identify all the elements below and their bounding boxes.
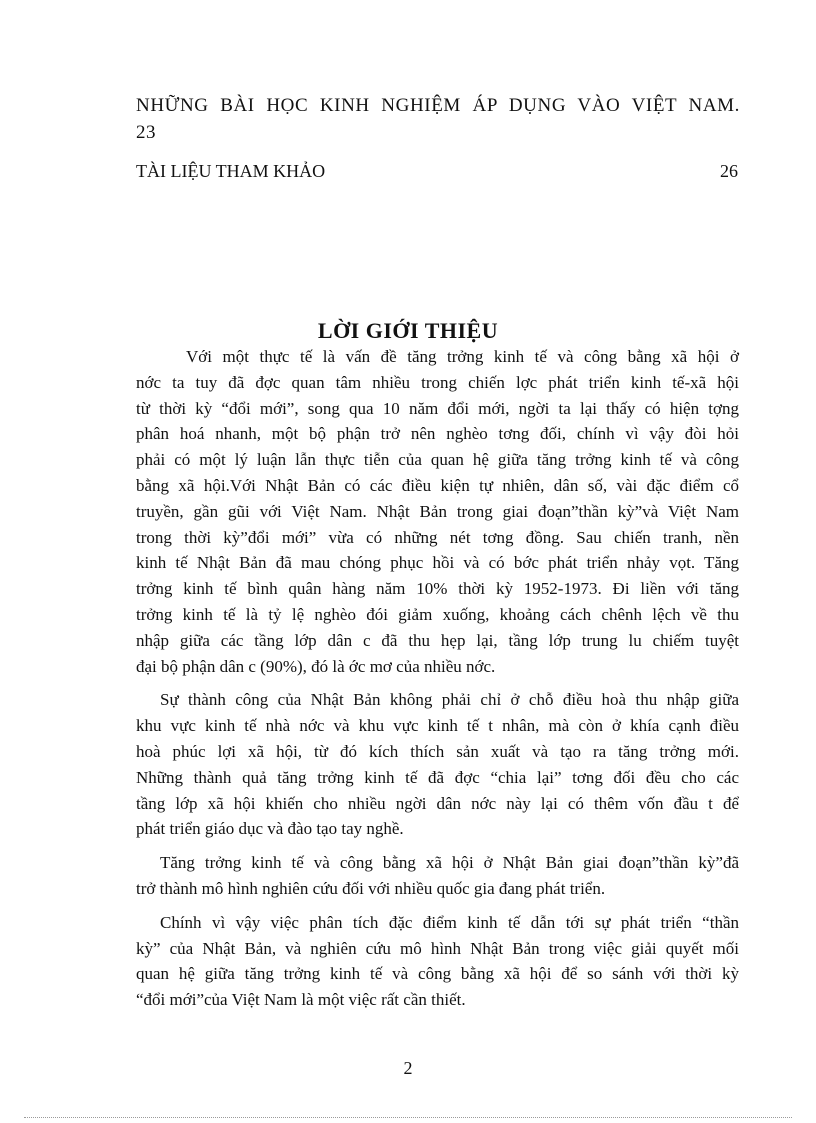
toc-entry-references-page: 26	[720, 161, 738, 181]
body-line: phân hoá nhanh, một bộ phận trở nên nghèo tơng đối, chính vì vậy đòi hỏi	[136, 424, 739, 444]
body-line: trở thành mô hình nghiên cứu đối với nhiều quốc gia đang phát triển.	[136, 878, 606, 898]
toc-entry-references-title: TÀI LIỆU THAM KHẢO	[136, 161, 326, 181]
body-line: tầng lớp xã hội khiến cho nhiều ngời dân nớc này lại có thêm vốn đầu t để	[136, 793, 739, 813]
footer-divider	[24, 1117, 792, 1118]
section-heading: LỜI GIỚI THIỆU	[317, 318, 499, 343]
body-line: kỳ” của Nhật Bản, và nghiên cứu mô hình Nhật Bản trong việc giải quyết mối	[136, 938, 739, 958]
body-line: quan hệ giữa tăng trởng kinh tế và công bằng xã hội để so sánh với thời kỳ	[136, 964, 739, 984]
body-line: nớc ta tuy đã đợc quan tâm nhiều trong chiến lợc phát triển kinh tế-xã hội	[136, 372, 739, 392]
body-line: bằng xã hội.Với Nhật Bản có các điều kiện tự nhiên, dân số, vài đặc điểm cổ	[136, 475, 739, 495]
body-line: trởng kinh tế là tỷ lệ nghèo đói giảm xuống, khoảng cách chênh lệch về thu	[136, 604, 739, 624]
body-line: Sự thành công của Nhật Bản không phải chỉ ở chỗ điều hoà thu nhập giữa	[160, 690, 739, 710]
body-line: Những thành quả tăng trởng kinh tế đã đợc “chia lại” tơng đối đều cho các	[136, 767, 739, 787]
body-line: kinh tế Nhật Bản đã mau chóng phục hồi và có bớc phát triển nhảy vọt. Tăng	[136, 553, 739, 573]
body-line: phải có một lý luận lẫn thực tiễn của quan hệ giữa tăng trởng kinh tế và công	[136, 450, 739, 470]
body-line: trong thời kỳ”đổi mới” vừa có những nét tơng đồng. Sau chiến tranh, nền	[136, 527, 739, 547]
body-line: từ thời kỳ “đổi mới”, song qua 10 năm đổi mới, ngời ta lại thấy có hiện tợng	[136, 398, 739, 418]
body-line: truyền, gần gũi với Việt Nam. Nhật Bản trong giai đoạn”thần kỳ”và Việt Nam	[136, 501, 739, 521]
body-line: “đổi mới”của Việt Nam là một việc rất cần thiết.	[136, 990, 466, 1010]
body-line: Tăng trởng kinh tế và công bằng xã hội ở Nhật Bản giai đoạn”thần kỳ”đã	[160, 853, 739, 873]
body-line: Với một thực tế là vấn đề tăng trởng kinh tế và công bằng xã hội ở	[186, 347, 739, 366]
body-line: khu vực kinh tế nhà nớc và khu vực kinh tế t nhân, mà còn ở khía cạnh điều	[136, 716, 739, 736]
body-line: nhập giữa các tầng lớp dân c đã thu hẹp lại, tầng lớp trung lu chiếm tuyệt	[136, 630, 739, 650]
toc-entry-references	[136, 161, 738, 182]
body-line: Chính vì vậy việc phân tích đặc điểm kinh tế dẫn tới sự phát triển “thần	[160, 912, 739, 932]
body-line: trởng kinh tế bình quân hàng năm 10% thời kỳ 1952-1973. Đi liền với tăng	[136, 579, 739, 599]
body-line: phát triển giáo dục và đào tạo tay nghề.	[136, 819, 404, 839]
introduction-body	[136, 344, 739, 1013]
page-number: 2	[403, 1058, 413, 1078]
body-line: đại bộ phận dân c (90%), đó là ớc mơ của nhiều nớc.	[136, 656, 496, 676]
body-line: hoà phúc lợi xã hội, từ đó kích thích sản xuất và tạo ra tăng trởng mới.	[136, 741, 739, 761]
toc-entry-lessons-page: 23	[136, 122, 156, 143]
toc-entry-lessons: NHỮNG BÀI HỌC KINH NGHIỆM ÁP DỤNG VÀO VIỆT NAM.	[136, 95, 740, 116]
